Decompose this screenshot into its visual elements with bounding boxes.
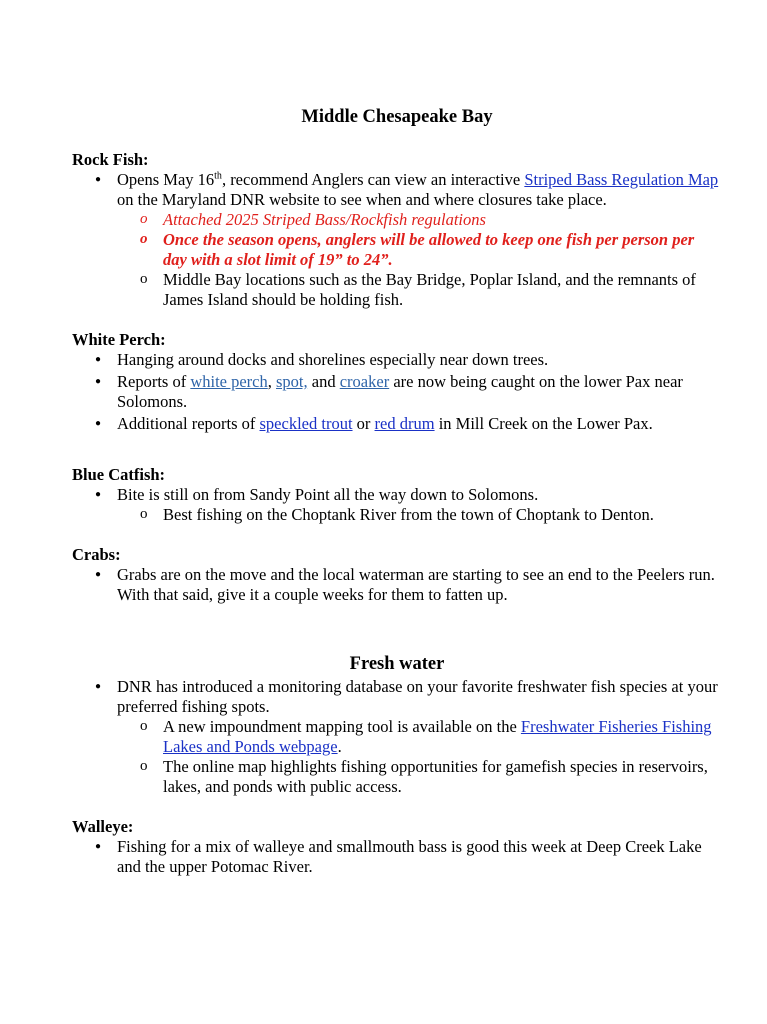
crabs-heading: Crabs: xyxy=(72,545,121,564)
catfish-heading: Blue Catfish: xyxy=(72,465,166,484)
text: DNR has introduced a monitoring database on your favorite freshwater fish species at your preferred fishing spots. xyxy=(117,677,718,716)
text: Additional reports of xyxy=(117,414,260,433)
freshwater-title: Fresh water xyxy=(349,654,445,674)
text: and xyxy=(307,372,340,391)
list-item xyxy=(72,485,722,525)
striped-bass-map-link[interactable]: Striped Bass Regulation Map xyxy=(524,170,719,189)
list-item: o The online map highlights fishing opportunities for gamefish species in reservoirs, lakes, and ponds with public access. xyxy=(72,757,722,797)
text: Reports of xyxy=(117,372,191,391)
list-item: o Attached 2025 Striped Bass/Rockfish regulations xyxy=(72,210,722,230)
text: or xyxy=(352,414,375,433)
list-item xyxy=(72,170,722,310)
walleye-list xyxy=(72,837,722,877)
perch-list xyxy=(72,350,722,434)
text: , recommend Anglers can view an interactive xyxy=(221,170,525,189)
crabs-list xyxy=(72,565,722,605)
freshwater-list xyxy=(72,677,722,797)
text: Bite is still on from Sandy Point all the way down to Solomons. xyxy=(117,485,539,504)
white-perch-link[interactable]: white perch xyxy=(190,372,268,391)
red-drum-link[interactable]: red drum xyxy=(374,414,435,433)
document-page xyxy=(72,104,722,877)
croaker-link[interactable]: croaker xyxy=(339,372,390,391)
freshwater-sublist xyxy=(117,717,722,797)
rockfish-list xyxy=(72,170,722,310)
speckled-trout-link[interactable]: speckled trout xyxy=(259,414,353,433)
page-title: Middle Chesapeake Bay xyxy=(301,107,493,127)
text: . xyxy=(337,737,342,756)
list-item xyxy=(72,717,722,757)
rockfish-heading: Rock Fish: xyxy=(72,150,149,169)
superscript: th xyxy=(214,170,222,182)
text: are now being caught on the lower Pax near Solomons. xyxy=(117,372,683,411)
list-item: o Once the season opens, anglers will be allowed to keep one fish per person per day with a slot limit of 19” to 24”. xyxy=(72,230,722,270)
list-item: o Middle Bay locations such as the Bay Bridge, Poplar Island, and the remnants of James Island should be holding fish. xyxy=(72,270,722,310)
perch-heading: White Perch: xyxy=(72,330,166,349)
walleye-heading: Walleye: xyxy=(72,817,134,836)
list-item xyxy=(72,414,722,434)
list-item: ● Fishing for a mix of walleye and smallmouth bass is good this week at Deep Creek Lake and the upper Potomac River. xyxy=(72,837,722,877)
text: A new impoundment mapping tool is available on the xyxy=(163,717,521,736)
list-item: o Best fishing on the Choptank River from the town of Choptank to Denton. xyxy=(72,505,722,525)
text: in Mill Creek on the Lower Pax. xyxy=(434,414,653,433)
text: on the Maryland DNR website to see when and where closures take place. xyxy=(117,190,607,209)
list-item xyxy=(72,372,722,412)
rockfish-sublist xyxy=(117,210,722,310)
text: Opens May 16 xyxy=(117,170,215,189)
lakes-ponds-link[interactable]: Freshwater Fisheries Fishing Lakes and Ponds webpage xyxy=(163,717,712,756)
catfish-sublist xyxy=(117,505,722,525)
catfish-list xyxy=(72,485,722,525)
text: , xyxy=(267,372,277,391)
spot-link[interactable]: spot, xyxy=(276,372,308,391)
list-item: ● Grabs are on the move and the local waterman are starting to see an end to the Peelers run. With that said, give it a couple weeks for them to fatten up. xyxy=(72,565,722,605)
list-item: ● Hanging around docks and shorelines especially near down trees. xyxy=(72,350,722,370)
list-item xyxy=(72,677,722,797)
